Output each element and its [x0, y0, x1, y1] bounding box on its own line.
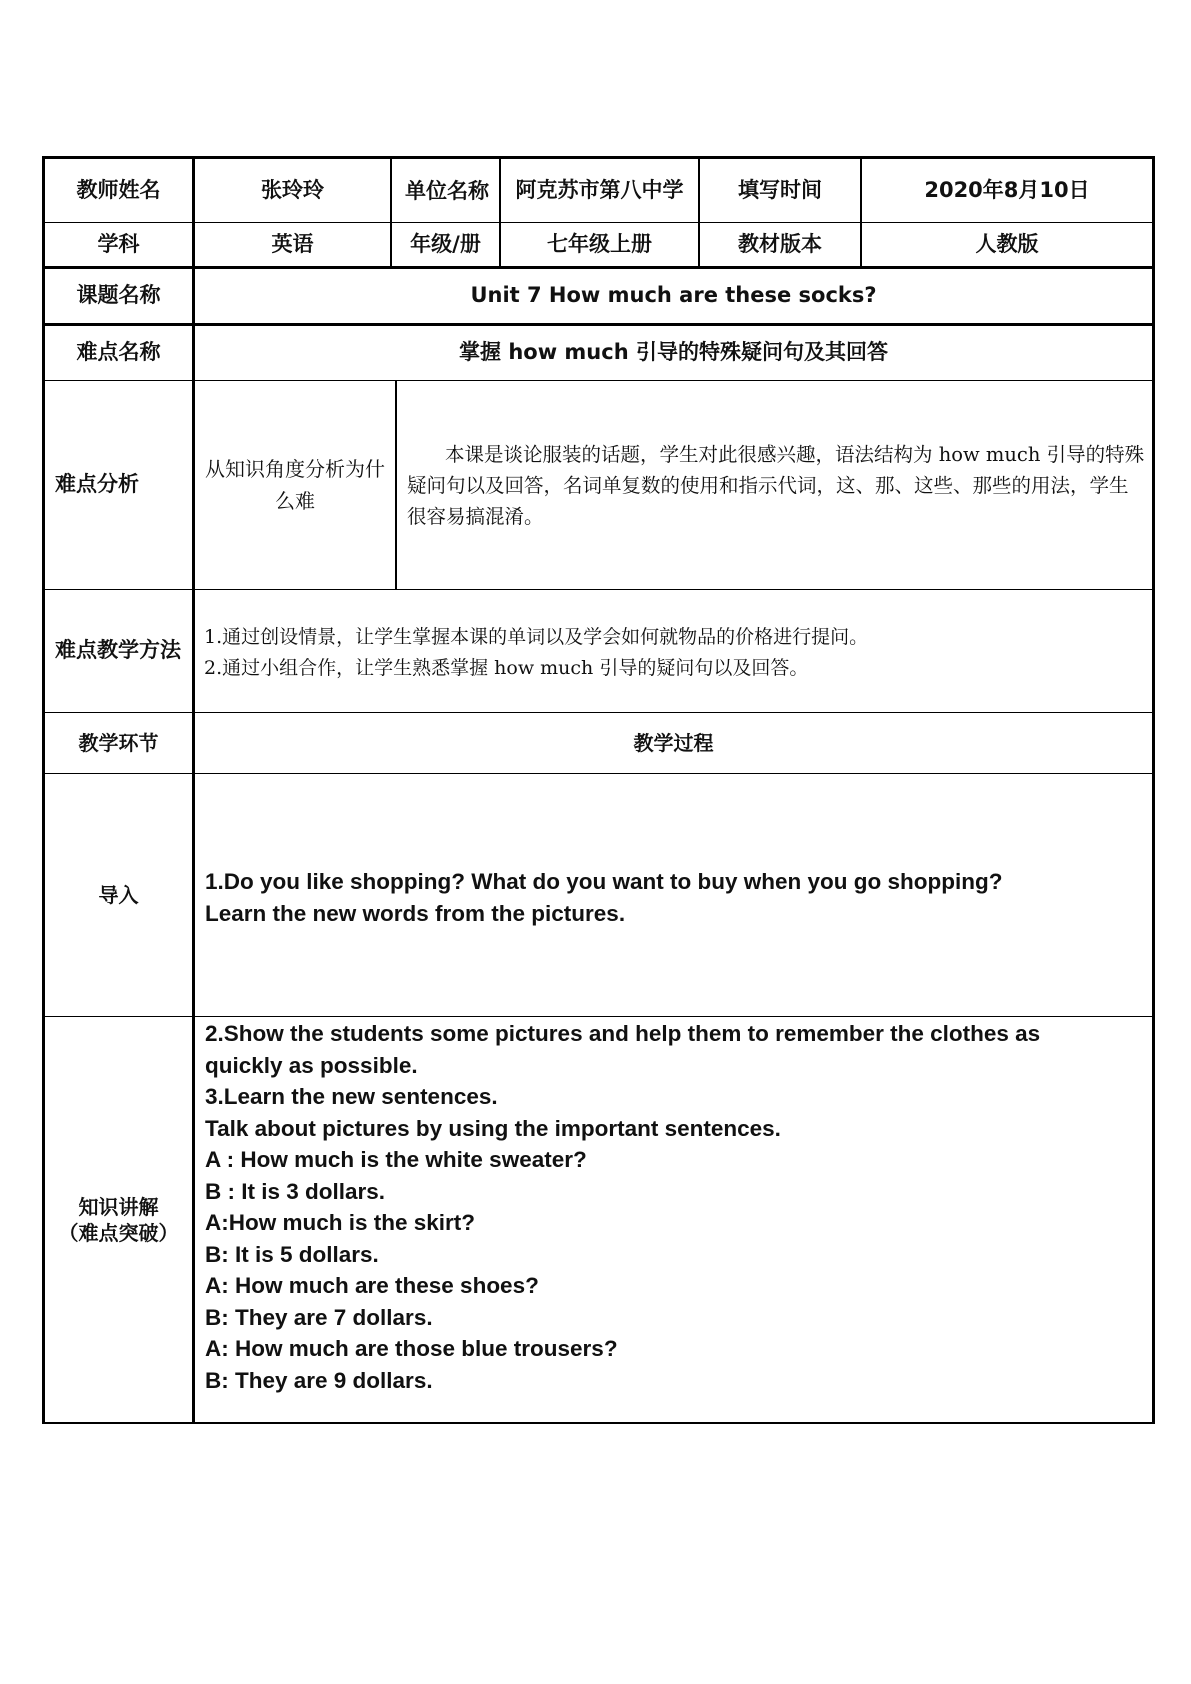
- knowledge-line: A: How much are these shoes?: [205, 1273, 539, 1298]
- edition-label: 教材版本: [738, 231, 822, 256]
- knowledge-line: 2.Show the students some pictures and help them to remember the clothes as: [205, 1021, 1041, 1046]
- analysis-label: 难点分析: [55, 472, 139, 497]
- intro-label: 导入: [98, 883, 139, 907]
- knowledge-label-line: 知识讲解: [78, 1194, 159, 1219]
- column-divider: [395, 380, 397, 589]
- row-divider: [43, 1016, 1155, 1017]
- intro-content: [205, 866, 1150, 929]
- row-divider: [43, 589, 1155, 590]
- subject-label: 学科: [97, 231, 140, 256]
- knowledge-line: quickly as possible.: [205, 1052, 418, 1078]
- difficulty-label: 难点名称: [76, 340, 161, 365]
- edition-value: 人教版: [975, 231, 1039, 256]
- teacher-name-label: 教师姓名: [76, 177, 161, 202]
- knowledge-line: B: It is 5 dollars.: [205, 1241, 379, 1267]
- knowledge-line: B : It is 3 dollars.: [205, 1178, 386, 1204]
- intro-line: Learn the new words from the pictures.: [205, 900, 626, 926]
- knowledge-label: [45, 1017, 192, 1422]
- knowledge-content: [205, 1018, 1150, 1396]
- intro-line: 1.Do you like shopping? What do you want to buy when you go shopping?: [205, 869, 1003, 894]
- process-label: 教学过程: [633, 731, 714, 755]
- teacher-name-value: 张玲玲: [261, 177, 324, 202]
- knowledge-label-line: （难点突破）: [58, 1220, 179, 1245]
- table-border-bottom: [43, 1422, 1155, 1424]
- unit-name-value: 阿克苏市第八中学: [515, 177, 684, 202]
- knowledge-line: Talk about pictures by using the important sentences.: [205, 1115, 781, 1141]
- difficulty-value: 掌握 how much 引导的特殊疑问句及其回答: [459, 340, 888, 365]
- stage-label: 教学环节: [78, 731, 159, 755]
- method-line: 2.通过小组合作，让学生熟悉掌握 how much 引导的疑问句以及回答。: [204, 657, 809, 679]
- method-list: [204, 622, 1149, 684]
- fill-date-label: 填写时间: [738, 177, 822, 202]
- analysis-text: 本课是谈论服装的话题，学生对此很感兴趣，语法结构为 how much 引导的特殊疑问句以及回答，名词单复数的使用和指示代词，这、那、这些、那些的用法，学生很容易搞混淆。: [407, 443, 1145, 528]
- grade-label: 年级/册: [410, 231, 481, 256]
- subject-value: 英语: [271, 231, 314, 256]
- topic-label: 课题名称: [76, 283, 161, 308]
- row-divider: [43, 773, 1155, 774]
- table-border-right: [1152, 156, 1155, 1424]
- topic-value: Unit 7 How much are these socks?: [470, 283, 877, 308]
- fill-date-value: 2020年8月10日: [924, 177, 1090, 202]
- knowledge-line: A: How much are those blue trousers?: [205, 1336, 618, 1361]
- knowledge-line: B: They are 7 dollars.: [205, 1304, 433, 1330]
- knowledge-line: A : How much is the white sweater?: [205, 1147, 587, 1172]
- knowledge-line: 3.Learn the new sentences.: [205, 1084, 498, 1109]
- method-label: 难点教学方法: [55, 638, 181, 663]
- method-line: 1.通过创设情景，让学生掌握本课的单词以及学会如何就物品的价格进行提问。: [204, 626, 869, 648]
- analysis-sub-label: 从知识角度分析为什么难: [205, 457, 385, 513]
- grade-value: 七年级上册: [547, 231, 652, 256]
- knowledge-line: B: They are 9 dollars.: [205, 1367, 433, 1393]
- knowledge-line: A:How much is the skirt?: [205, 1210, 476, 1235]
- unit-name-label: 单位名称: [405, 178, 489, 203]
